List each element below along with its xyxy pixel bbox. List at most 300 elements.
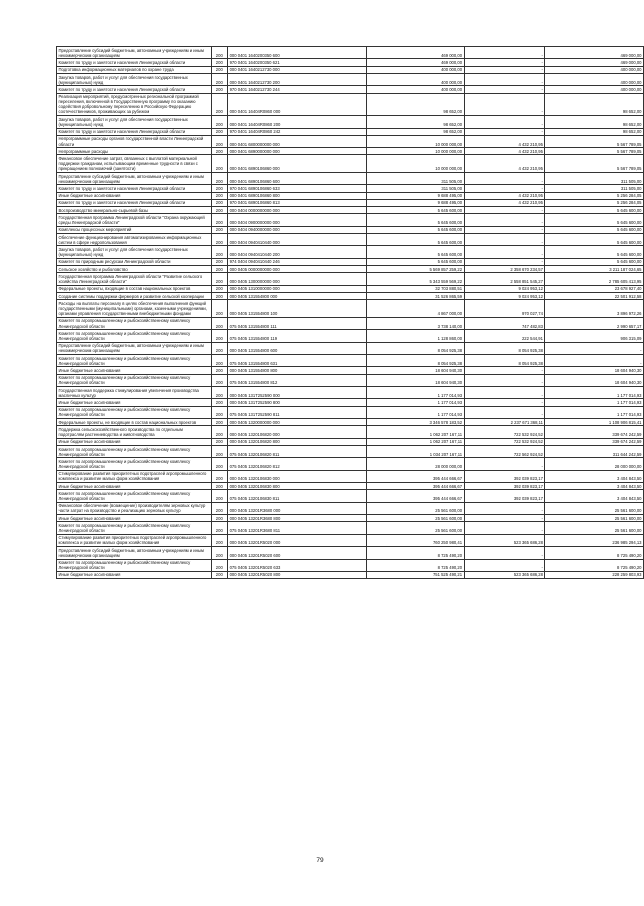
table-row [57, 367, 644, 374]
row-name-cell: Комитет по агропромышленному и рыбохозяйственному комплексу Ленинградской области [57, 374, 212, 386]
row-name-cell: Федеральные проекты, входящие в состав национальных проектов [57, 285, 212, 292]
row-code-cell: 200 [211, 515, 228, 522]
row-approved-amount-cell: 469 000,00 [367, 59, 464, 66]
row-name-cell: Комитет по агропромышленному и рыбохозяйственному комплексу Ленинградской области [57, 559, 212, 571]
row-name-cell: Стимулирование развития приоритетных подотраслей агропромышленного комплекса и развитие малых форм хозяйствования [57, 534, 212, 546]
row-code-cell: 200 [211, 266, 228, 273]
row-executed-amount-cell: - [464, 234, 545, 246]
row-classification-cell: 974 0404 0940410440 246 [228, 258, 367, 265]
row-name-cell: Финансовое обеспечение затрат, связанных с выплатой материальной поддержки гражданам, испытывающим временные трудности в связи с прекращением полномочий (занятости) [57, 155, 212, 172]
row-unexecuted-amount-cell: 23 678 927,40 [545, 285, 644, 292]
table-row [57, 273, 644, 285]
row-classification-cell: 000 0401 1640200350 600 [228, 47, 367, 59]
row-executed-amount-cell: - [464, 502, 545, 514]
row-name-cell: Непрограммные расходы органов государственной власти Ленинградской области [57, 135, 212, 147]
row-executed-amount-cell: - [464, 66, 545, 73]
row-classification-cell: 000 0405 1320106830 000 [228, 470, 367, 482]
row-approved-amount-cell: 395 444 666,67 [367, 490, 464, 502]
page-number: 79 [316, 857, 324, 864]
row-executed-amount-cell: - [464, 93, 545, 116]
row-classification-cell: 000 0401 1640212730 200 [228, 73, 367, 85]
row-executed-amount-cell: - [464, 172, 545, 184]
row-name-cell: Иные бюджетные ассигнования [57, 367, 212, 374]
row-classification-cell: 000 0404 0900000000 000 [228, 214, 367, 226]
row-approved-amount-cell: 5 645 600,00 [367, 214, 464, 226]
row-unexecuted-amount-cell: 5 567 789,05 [545, 155, 644, 172]
row-unexecuted-amount-cell: 3 896 972,26 [545, 300, 644, 317]
row-executed-amount-cell: 747 482,83 [464, 317, 545, 329]
row-approved-amount-cell: 1 062 207 167,11 [367, 438, 464, 445]
row-code-cell: 200 [211, 285, 228, 292]
row-classification-cell: 000 0405 13201R5020 600 [228, 547, 367, 559]
row-executed-amount-cell: 970 027,74 [464, 300, 545, 317]
row-unexecuted-amount-cell: 5 645 600,00 [545, 214, 644, 226]
row-code-cell: 200 [211, 135, 228, 147]
budget-table-body [57, 47, 644, 579]
row-executed-amount-cell: 523 365 686,28 [464, 534, 545, 546]
row-executed-amount-cell: - [464, 386, 545, 398]
table-row [57, 234, 644, 246]
row-executed-amount-cell: - [464, 374, 545, 386]
table-row [57, 300, 644, 317]
row-code-cell: 200 [211, 73, 228, 85]
row-approved-amount-cell: 10 000 000,00 [367, 148, 464, 155]
row-executed-amount-cell: 222 544,91 [464, 330, 545, 342]
row-approved-amount-cell: 760 250 980,41 [367, 534, 464, 546]
row-name-cell: Реализация мероприятий, предусмотренных региональной программой переселения, включенной в Государственную программу по оказанию содействия добровольному переселению в Российскую Федерацию соотечественников, проживающих за рубежом [57, 93, 212, 116]
row-unexecuted-amount-cell: 5 567 789,05 [545, 135, 644, 147]
row-unexecuted-amount-cell: 228 259 803,93 [545, 571, 644, 578]
row-name-cell: Федеральные проекты, не входящие в состав национальных проектов [57, 419, 212, 426]
row-executed-amount-cell: - [464, 128, 545, 135]
row-classification-cell: 000 0404 0000000000 000 [228, 207, 367, 214]
table-row [57, 406, 644, 418]
row-unexecuted-amount-cell: 3 404 843,50 [545, 490, 644, 502]
row-executed-amount-cell: - [464, 458, 545, 470]
table-row [57, 86, 644, 93]
row-executed-amount-cell: - [464, 258, 545, 265]
row-executed-amount-cell: - [464, 246, 545, 258]
row-executed-amount-cell: - [464, 367, 545, 374]
row-classification-cell: 000 0405 131554800 800 [228, 367, 367, 374]
row-approved-amount-cell: 3 738 140,00 [367, 317, 464, 329]
row-name-cell: Комитет по агропромышленному и рыбохозяйственному комплексу Ленинградской области [57, 445, 212, 457]
row-name-cell: Комитет по агропромышленному и рыбохозяйственному комплексу Ленинградской области [57, 406, 212, 418]
row-approved-amount-cell: 5 569 857 259,22 [367, 266, 464, 273]
row-code-cell: 200 [211, 273, 228, 285]
row-unexecuted-amount-cell: 5 645 600,00 [545, 226, 644, 233]
row-executed-amount-cell: - [464, 86, 545, 93]
row-name-cell: Государственная программа Ленинградской области "Развитие сельского хозяйства Ленинградской области" [57, 273, 212, 285]
row-executed-amount-cell: - [464, 116, 545, 128]
row-unexecuted-amount-cell: 8 725 490,20 [545, 559, 644, 571]
table-row [57, 66, 644, 73]
row-classification-cell: 970 0401 6890106860 813 [228, 199, 367, 206]
table-row [57, 426, 644, 438]
row-executed-amount-cell: 722 532 924,52 [464, 426, 545, 438]
row-code-cell: 200 [211, 438, 228, 445]
row-name-cell: Комитет по агропромышленному и рыбохозяйственному комплексу Ленинградской области [57, 458, 212, 470]
row-approved-amount-cell: 32 703 880,51 [367, 285, 464, 292]
row-executed-amount-cell: - [464, 515, 545, 522]
row-classification-cell: 000 0401 6890106860 000 [228, 155, 367, 172]
table-row [57, 386, 644, 398]
row-name-cell: Комитет по труду и занятости населения Ленинградской области [57, 86, 212, 93]
table-row [57, 399, 644, 406]
row-name-cell: Комитет по труду и занятости населения Ленинградской области [57, 199, 212, 206]
row-code-cell: 200 [211, 116, 228, 128]
row-unexecuted-amount-cell: 1 177 014,93 [545, 406, 644, 418]
row-classification-cell: 000 0404 0940410440 000 [228, 234, 367, 246]
row-executed-amount-cell: 722 532 924,52 [464, 438, 545, 445]
row-approved-amount-cell: 28 000 000,00 [367, 458, 464, 470]
row-executed-amount-cell: - [464, 73, 545, 85]
row-classification-cell: 000 0405 1320000000 000 [228, 419, 367, 426]
row-classification-cell: 000 0405 131T252590 000 [228, 386, 367, 398]
row-name-cell: Комитет по природным ресурсам Ленинградской области [57, 258, 212, 265]
row-name-cell: Расходы на выплаты персоналу в целях обеспечения выполнения функций государственными (муниципальными) органами, казенными учреждениями, органами управления государственными внебюджетными фондами [57, 300, 212, 317]
row-unexecuted-amount-cell: 8 725 490,20 [545, 547, 644, 559]
row-unexecuted-amount-cell: 1 108 906 815,41 [545, 419, 644, 426]
row-approved-amount-cell: 400 000,00 [367, 66, 464, 73]
row-unexecuted-amount-cell: 3 211 187 024,65 [545, 266, 644, 273]
table-row [57, 93, 644, 116]
row-unexecuted-amount-cell: 5 645 600,00 [545, 258, 644, 265]
table-row [57, 285, 644, 292]
row-unexecuted-amount-cell: 28 000 000,00 [545, 458, 644, 470]
table-row [57, 266, 644, 273]
row-classification-cell: 000 0405 13201R3680 000 [228, 502, 367, 514]
row-executed-amount-cell: - [464, 185, 545, 192]
row-unexecuted-amount-cell: 5 567 789,05 [545, 148, 644, 155]
table-row [57, 258, 644, 265]
row-classification-cell: 000 0405 13201R5020 800 [228, 571, 367, 578]
table-row [57, 342, 644, 354]
row-executed-amount-cell: 392 039 823,17 [464, 470, 545, 482]
row-code-cell: 200 [211, 522, 228, 534]
row-unexecuted-amount-cell: 98 652,00 [545, 116, 644, 128]
row-unexecuted-amount-cell: 18 604 940,30 [545, 367, 644, 374]
row-classification-cell: 970 0401 6890106860 633 [228, 185, 367, 192]
row-classification-cell: 000 0405 13201R3680 800 [228, 515, 367, 522]
row-code-cell: 200 [211, 93, 228, 116]
row-unexecuted-amount-cell: 400 000,00 [545, 86, 644, 93]
row-unexecuted-amount-cell: 311 505,00 [545, 185, 644, 192]
row-approved-amount-cell: 1 177 014,93 [367, 386, 464, 398]
row-executed-amount-cell: 523 365 686,28 [464, 571, 545, 578]
row-code-cell: 200 [211, 354, 228, 366]
row-approved-amount-cell: 469 000,00 [367, 47, 464, 59]
row-name-cell: Обеспечение функционирования автоматизированных информационных систем в сфере недропользования [57, 234, 212, 246]
row-approved-amount-cell: 5 343 559 569,22 [367, 273, 464, 285]
row-name-cell: Иные бюджетные ассигнования [57, 438, 212, 445]
table-row [57, 354, 644, 366]
row-classification-cell: 075 0405 131554800 119 [228, 330, 367, 342]
table-row [57, 207, 644, 214]
row-approved-amount-cell: 25 561 600,00 [367, 522, 464, 534]
row-code-cell: 200 [211, 490, 228, 502]
row-classification-cell: 000 0401 1640212730 000 [228, 66, 367, 73]
table-row [57, 135, 644, 147]
row-code-cell: 200 [211, 148, 228, 155]
row-approved-amount-cell: 395 444 666,67 [367, 483, 464, 490]
row-name-cell: Комитет по агропромышленному и рыбохозяйственному комплексу Ленинградской области [57, 354, 212, 366]
table-row [57, 116, 644, 128]
row-code-cell: 200 [211, 207, 228, 214]
table-row [57, 293, 644, 300]
row-classification-cell: 000 0405 131554800 000 [228, 293, 367, 300]
row-executed-amount-cell: - [464, 559, 545, 571]
row-classification-cell: 000 0405 13201R5020 000 [228, 534, 367, 546]
table-row [57, 148, 644, 155]
row-approved-amount-cell: 400 000,00 [367, 73, 464, 85]
row-code-cell: 200 [211, 300, 228, 317]
table-row [57, 155, 644, 172]
row-code-cell: 200 [211, 234, 228, 246]
row-classification-cell: 970 0401 16404R0860 242 [228, 128, 367, 135]
row-code-cell: 200 [211, 386, 228, 398]
row-code-cell: 200 [211, 534, 228, 546]
row-approved-amount-cell: 1 034 207 167,11 [367, 445, 464, 457]
row-code-cell: 200 [211, 172, 228, 184]
row-code-cell: 200 [211, 214, 228, 226]
row-name-cell: Непрограммные расходы [57, 148, 212, 155]
row-approved-amount-cell: 1 177 014,93 [367, 406, 464, 418]
row-unexecuted-amount-cell: 22 501 912,58 [545, 293, 644, 300]
row-approved-amount-cell: 98 652,00 [367, 93, 464, 116]
row-classification-cell: 970 0401 1640212730 244 [228, 86, 367, 93]
row-classification-cell: 075 0405 131554800 812 [228, 374, 367, 386]
row-classification-cell: 000 0405 1310000000 000 [228, 285, 367, 292]
row-executed-amount-cell: - [464, 47, 545, 59]
row-classification-cell: 000 0401 6800000000 000 [228, 135, 367, 147]
table-row [57, 185, 644, 192]
row-unexecuted-amount-cell: 236 985 294,13 [545, 534, 644, 546]
row-executed-amount-cell: - [464, 207, 545, 214]
row-classification-cell: 000 0401 6890106860 800 [228, 192, 367, 199]
table-row [57, 192, 644, 199]
row-executed-amount-cell: 4 432 210,95 [464, 135, 545, 147]
row-approved-amount-cell: 98 652,00 [367, 116, 464, 128]
row-code-cell: 200 [211, 547, 228, 559]
row-classification-cell: 075 0405 13201R5020 633 [228, 559, 367, 571]
row-name-cell: Иные бюджетные ассигнования [57, 399, 212, 406]
row-approved-amount-cell: 10 000 000,00 [367, 155, 464, 172]
row-approved-amount-cell: 18 604 940,30 [367, 367, 464, 374]
table-row [57, 226, 644, 233]
row-code-cell: 200 [211, 246, 228, 258]
row-code-cell: 200 [211, 330, 228, 342]
row-approved-amount-cell: 5 645 600,00 [367, 246, 464, 258]
row-code-cell: 200 [211, 426, 228, 438]
row-code-cell: 200 [211, 445, 228, 457]
table-row [57, 571, 644, 578]
row-unexecuted-amount-cell: 469 000,00 [545, 47, 644, 59]
row-name-cell: Создание системы поддержки фермеров и развитие сельской кооперации [57, 293, 212, 300]
row-code-cell: 200 [211, 86, 228, 93]
row-approved-amount-cell: 3 346 578 183,52 [367, 419, 464, 426]
table-row [57, 199, 644, 206]
row-unexecuted-amount-cell: 5 645 600,00 [545, 234, 644, 246]
row-executed-amount-cell: 2 558 851 545,27 [464, 273, 545, 285]
row-code-cell: 200 [211, 66, 228, 73]
row-executed-amount-cell: - [464, 547, 545, 559]
table-row [57, 419, 644, 426]
row-name-cell: Государственная программа Ленинградской области "Охрана окружающей среды Ленинградской области" [57, 214, 212, 226]
row-name-cell: Иные бюджетные ассигнования [57, 483, 212, 490]
row-executed-amount-cell: 2 237 671 368,11 [464, 419, 545, 426]
row-code-cell: 200 [211, 59, 228, 66]
row-executed-amount-cell: - [464, 226, 545, 233]
row-unexecuted-amount-cell: 1 177 014,93 [545, 399, 644, 406]
row-approved-amount-cell: 4 867 000,00 [367, 300, 464, 317]
row-unexecuted-amount-cell: 5 645 600,00 [545, 207, 644, 214]
row-executed-amount-cell: 392 039 823,17 [464, 490, 545, 502]
row-executed-amount-cell: 2 358 670 234,57 [464, 266, 545, 273]
table-row [57, 547, 644, 559]
row-name-cell: Предоставление субсидий бюджетным, автономным учреждениям и иным некоммерческим организациям [57, 342, 212, 354]
table-row [57, 483, 644, 490]
table-row [57, 374, 644, 386]
table-row [57, 317, 644, 329]
row-name-cell: Предоставление субсидий бюджетным, автономным учреждениям и иным некоммерческим организациям [57, 547, 212, 559]
row-unexecuted-amount-cell: 311 505,00 [545, 172, 644, 184]
row-unexecuted-amount-cell: - [545, 342, 644, 354]
row-executed-amount-cell: - [464, 399, 545, 406]
row-approved-amount-cell: 9 688 495,00 [367, 199, 464, 206]
row-unexecuted-amount-cell: 1 177 014,93 [545, 386, 644, 398]
row-executed-amount-cell: 722 562 924,52 [464, 445, 545, 457]
row-classification-cell: 075 0405 131554800 631 [228, 354, 367, 366]
row-name-cell: Комитет по труду и занятости населения Ленинградской области [57, 128, 212, 135]
row-approved-amount-cell: 98 652,00 [367, 128, 464, 135]
table-row [57, 246, 644, 258]
row-name-cell: Комитет по агропромышленному и рыбохозяйственному комплексу Ленинградской области [57, 317, 212, 329]
budget-table [56, 46, 644, 579]
row-name-cell: Государственная поддержка стимулирования увеличения производства масличных культур [57, 386, 212, 398]
row-executed-amount-cell: 4 432 210,95 [464, 192, 545, 199]
row-approved-amount-cell: 25 561 600,00 [367, 515, 464, 522]
row-name-cell: Финансовое обеспечение (возмещение) производителям зерновых культур части затрат на производство и реализацию зерновых культур [57, 502, 212, 514]
row-approved-amount-cell: 400 000,00 [367, 86, 464, 93]
row-code-cell: 200 [211, 226, 228, 233]
row-name-cell: Закупка товаров, работ и услуг для обеспечения государственных (муниципальных) нужд [57, 246, 212, 258]
row-unexecuted-amount-cell: 400 000,00 [545, 66, 644, 73]
table-row [57, 330, 644, 342]
row-unexecuted-amount-cell: 3 404 843,50 [545, 483, 644, 490]
table-row [57, 534, 644, 546]
table-row [57, 445, 644, 457]
row-approved-amount-cell: 9 688 495,00 [367, 192, 464, 199]
row-unexecuted-amount-cell: 2 990 657,17 [545, 317, 644, 329]
row-approved-amount-cell: 311 505,00 [367, 185, 464, 192]
table-row [57, 522, 644, 534]
row-code-cell: 200 [211, 185, 228, 192]
row-unexecuted-amount-cell: 339 674 242,59 [545, 438, 644, 445]
row-code-cell: 200 [211, 419, 228, 426]
row-approved-amount-cell: 5 645 600,00 [367, 234, 464, 246]
table-row [57, 490, 644, 502]
row-name-cell: Комитет по труду и занятости населения Ленинградской области [57, 59, 212, 66]
row-executed-amount-cell: 8 054 925,38 [464, 354, 545, 366]
row-classification-cell: 970 0401 1640200350 621 [228, 59, 367, 66]
row-unexecuted-amount-cell: 98 652,00 [545, 128, 644, 135]
row-executed-amount-cell: - [464, 406, 545, 418]
row-classification-cell: 000 0405 1320106830 800 [228, 483, 367, 490]
row-name-cell: Иные бюджетные ассигнования [57, 192, 212, 199]
row-approved-amount-cell: 1 128 860,00 [367, 330, 464, 342]
table-row [57, 214, 644, 226]
row-classification-cell: 000 0404 0940410440 200 [228, 246, 367, 258]
row-approved-amount-cell: 18 604 940,30 [367, 374, 464, 386]
row-code-cell: 200 [211, 192, 228, 199]
row-classification-cell: 075 0405 1320106820 812 [228, 458, 367, 470]
row-code-cell: 200 [211, 470, 228, 482]
row-executed-amount-cell: 4 432 210,95 [464, 155, 545, 172]
row-approved-amount-cell: 395 444 666,67 [367, 470, 464, 482]
row-name-cell: Поддержка сельскохозяйственного производства по отдельным подотраслям растениеводства и животноводства [57, 426, 212, 438]
table-row [57, 559, 644, 571]
row-approved-amount-cell: 5 645 600,00 [367, 258, 464, 265]
table-row [57, 59, 644, 66]
row-approved-amount-cell: 31 526 865,59 [367, 293, 464, 300]
row-executed-amount-cell: - [464, 522, 545, 534]
row-unexecuted-amount-cell: 311 644 242,59 [545, 445, 644, 457]
row-unexecuted-amount-cell: 5 256 284,05 [545, 199, 644, 206]
row-code-cell: 200 [211, 342, 228, 354]
row-executed-amount-cell: 8 054 925,38 [464, 342, 545, 354]
row-executed-amount-cell: 9 024 953,12 [464, 293, 545, 300]
row-code-cell: 200 [211, 399, 228, 406]
row-code-cell: 200 [211, 374, 228, 386]
row-unexecuted-amount-cell: 25 561 600,00 [545, 522, 644, 534]
row-name-cell: Стимулирование развития приоритетных подотраслей агропромышленного комплекса и развитие малых форм хозяйствования [57, 470, 212, 482]
row-approved-amount-cell: 751 525 490,21 [367, 571, 464, 578]
row-code-cell: 200 [211, 128, 228, 135]
row-executed-amount-cell: 9 024 953,12 [464, 285, 545, 292]
row-approved-amount-cell: 8 054 925,38 [367, 342, 464, 354]
row-name-cell: Предоставление субсидий бюджетным, автономным учреждениям и иным некоммерческим организациям [57, 47, 212, 59]
row-code-cell: 200 [211, 317, 228, 329]
row-name-cell: Предоставление субсидий бюджетным, автономным учреждениям и иным некоммерческим организациям [57, 172, 212, 184]
table-row [57, 502, 644, 514]
row-approved-amount-cell: 10 000 000,00 [367, 135, 464, 147]
row-executed-amount-cell: - [464, 214, 545, 226]
row-executed-amount-cell: 4 432 210,95 [464, 148, 545, 155]
row-code-cell: 200 [211, 571, 228, 578]
row-name-cell: Подготовка информационных материалов по охране труда [57, 66, 212, 73]
row-approved-amount-cell: 311 505,00 [367, 172, 464, 184]
row-name-cell: Закупка товаров, работ и услуг для обеспечения государственных (муниципальных) нужд [57, 116, 212, 128]
row-classification-cell: 000 0405 0000000000 000 [228, 266, 367, 273]
row-unexecuted-amount-cell: 400 000,00 [545, 73, 644, 85]
row-executed-amount-cell: - [464, 59, 545, 66]
row-name-cell: Комитет по агропромышленному и рыбохозяйственному комплексу Ленинградской области [57, 330, 212, 342]
row-code-cell: 200 [211, 258, 228, 265]
row-name-cell: Иные бюджетные ассигнования [57, 515, 212, 522]
row-name-cell: Воспроизводство минерально-сырьевой базы [57, 207, 212, 214]
row-approved-amount-cell: 8 725 490,20 [367, 559, 464, 571]
row-classification-cell: 000 0405 1320106820 800 [228, 438, 367, 445]
row-unexecuted-amount-cell: 3 404 843,50 [545, 470, 644, 482]
row-unexecuted-amount-cell: 5 645 600,00 [545, 246, 644, 258]
row-name-cell: Комитет по агропромышленному и рыбохозяйственному комплексу Ленинградской области [57, 522, 212, 534]
row-classification-cell: 000 0405 1300000000 000 [228, 273, 367, 285]
row-classification-cell: 000 0401 16404R0860 200 [228, 116, 367, 128]
row-unexecuted-amount-cell: 469 000,00 [545, 59, 644, 66]
row-classification-cell: 000 0401 6890106860 600 [228, 172, 367, 184]
row-approved-amount-cell: 5 645 600,00 [367, 207, 464, 214]
